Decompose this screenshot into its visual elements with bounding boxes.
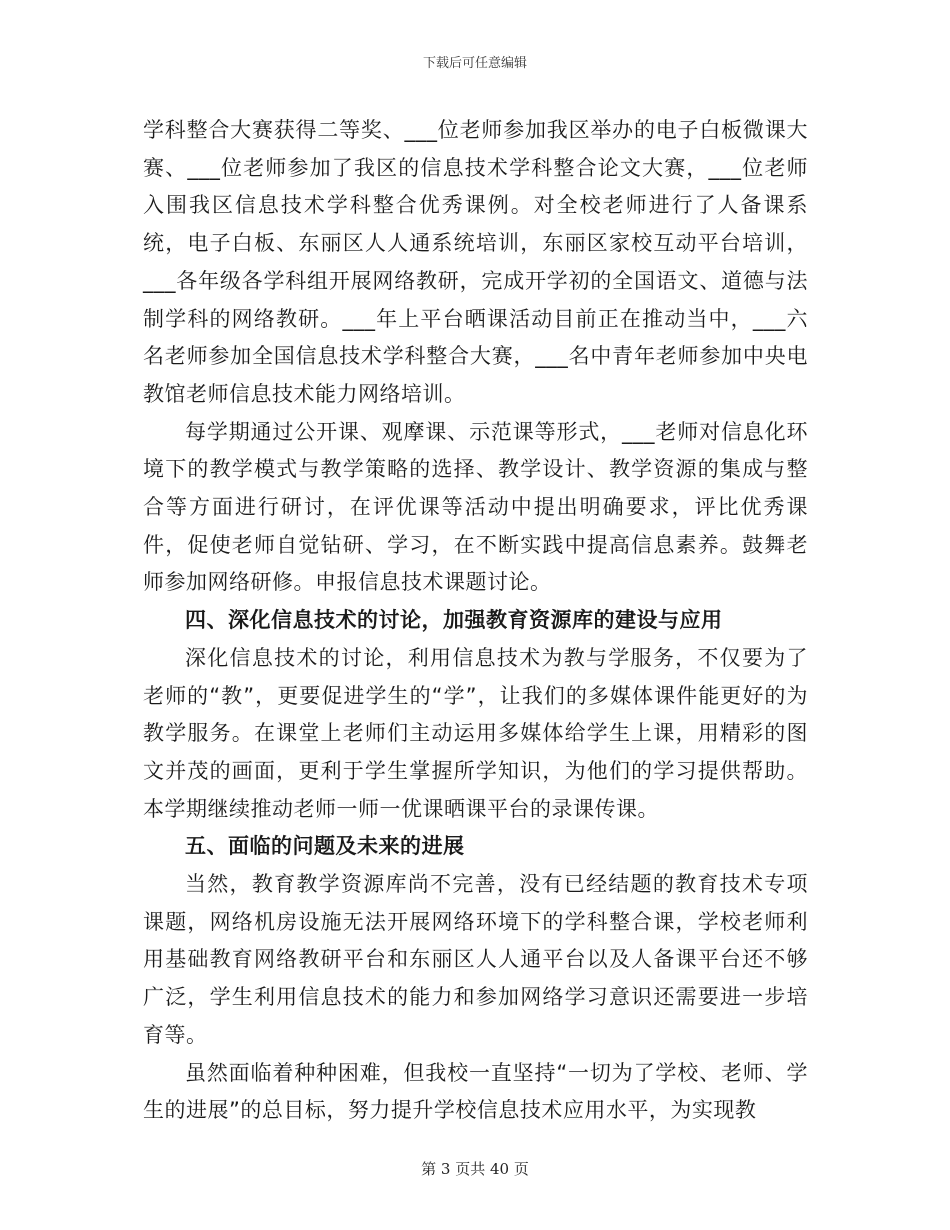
- page-footer: 第 3 页共 40 页: [421, 1160, 529, 1178]
- paragraph-problems: 当然，教育教学资源库尚不完善，没有已经结题的教育技术专项课题，网络机房设施无法开展网络环境下的学科整合课，学校老师利用基础教育网络教研平台和东丽区人人通平台以及人备课平台还不够广泛，学生利用信息技术的能力和参加网络学习意识还需要进一步培育等。: [143, 872, 808, 1047]
- paragraph-goals: 虽然面临着种种困难，但我校一直坚持“一切为了学校、老师、学生的进展”的总目标，努力提升学校信息技术应用水平，为实现教: [143, 1060, 808, 1123]
- document-body: [143, 112, 808, 1130]
- paragraph-teaching-research: 每学期通过公开课、观摩课、示范课等形式，___老师对信息化环境下的教学模式与教学策略的选择、教学设计、教学资源的集成与整合等方面进行研讨，在评优课等活动中提出明确要求，评比优秀课件，促使老师自觉钻研、学习，在不断实践中提高信息素养。鼓舞老师参加网络研修。申报信息技术课题讨论。: [143, 419, 808, 595]
- paragraph-awards: 学科整合大赛获得二等奖、___位老师参加我区举办的电子白板微课大赛、___位老师参加了我区的信息技术学科整合论文大赛，___位老师入围我区信息技术学科整合优秀课例。对全校老师进行了人备课系统，电子白板、东丽区人人通系统培训，东丽区家校互动平台培训，___各年级各学科组开展网络教研，完成开学初的全国语文、道德与法制学科的网络教研。___年上平台晒课活动目前正在推动当中，___六名老师参加全国信息技术学科整合大赛，___名中青年老师参加中央电教馆老师信息技术能力网络培训。: [143, 118, 808, 406]
- page-header: 下载后可任意编辑: [422, 56, 527, 71]
- section-heading-4: 四、深化信息技术的讨论，加强教育资源库的建设与应用: [185, 608, 723, 633]
- section-heading-5: 五、面临的问题及未来的进展: [185, 834, 465, 859]
- paragraph-deepen-it: 深化信息技术的讨论，利用信息技术为教与学服务，不仅要为了老师的“教”，更要促进学生的“学”，让我们的多媒体课件能更好的为教学服务。在课堂上老师们主动运用多媒体给学生上课，用精彩的图文并茂的画面，更利于学生掌握所学知识，为他们的学习提供帮助。本学期继续推动老师一师一优课晒课平台的录课传课。: [143, 645, 808, 821]
